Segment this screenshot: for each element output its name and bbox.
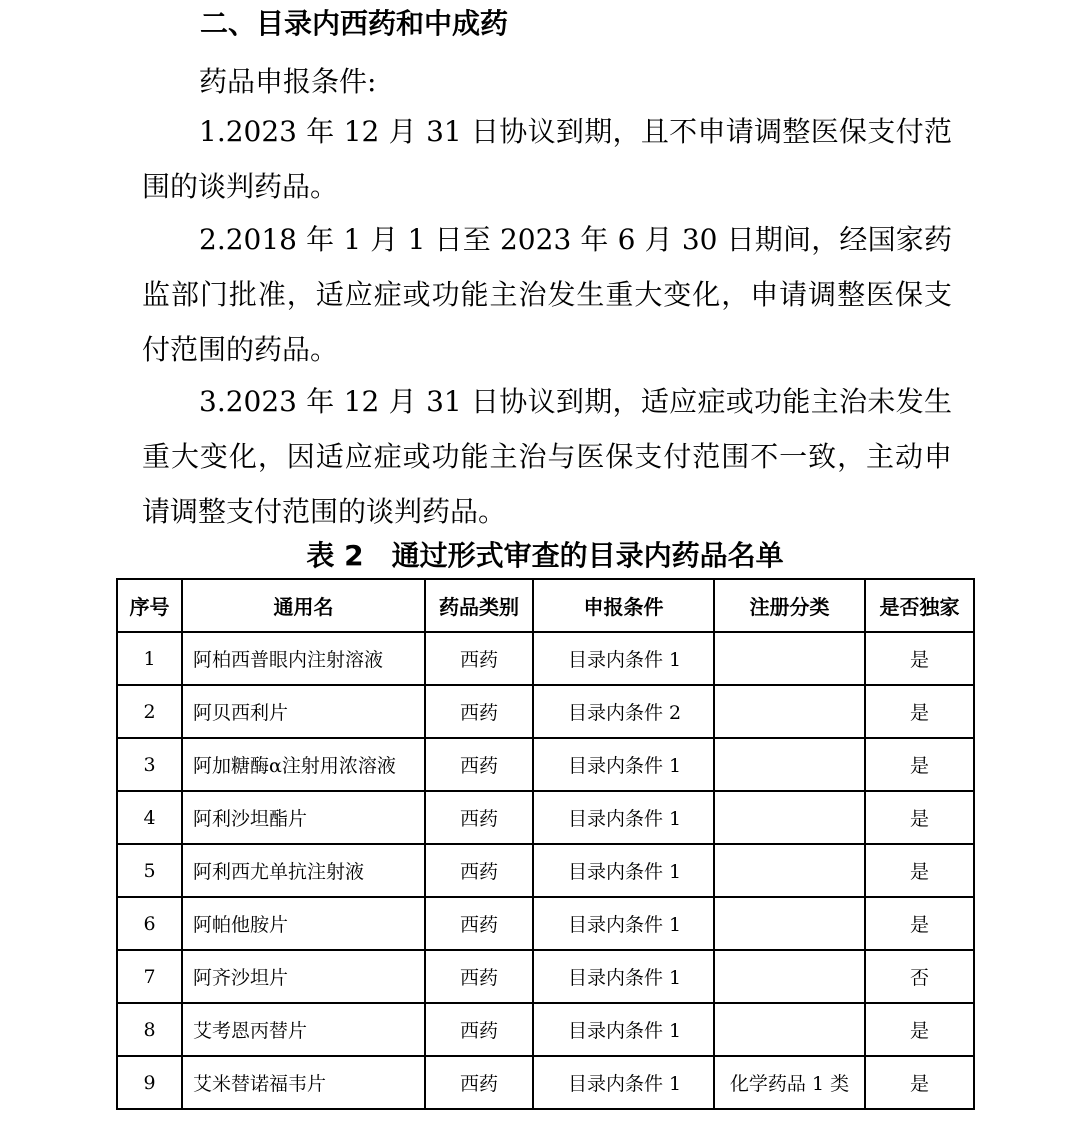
- cell-drug-category: 西药: [425, 844, 533, 897]
- conditions-title: 药品申报条件:: [199, 65, 377, 98]
- cell-registration-class: [714, 950, 865, 1003]
- cell-drug-category: 西药: [425, 632, 533, 685]
- header-generic-name: 通用名: [182, 579, 425, 632]
- cell-registration-class: [714, 685, 865, 738]
- cell-drug-category: 西药: [425, 1003, 533, 1056]
- cell-generic-name: 阿帕他胺片: [182, 897, 425, 950]
- cell-drug-category: 西药: [425, 738, 533, 791]
- table-header-row: [117, 579, 974, 632]
- table-row: [117, 791, 974, 844]
- drug-table: [116, 578, 975, 1110]
- cell-exclusive: 是: [865, 1056, 974, 1109]
- condition-item-3: 3.2023 年 12 月 31 日协议到期，适应症或功能主治未发生重大变化，因适应症或功能主治与医保支付范围不一致，主动申请调整支付范围的谈判药品。: [142, 385, 952, 528]
- cell-generic-name: 阿贝西利片: [182, 685, 425, 738]
- header-registration-class: 注册分类: [714, 579, 865, 632]
- cell-generic-name: 阿利西尤单抗注射液: [182, 844, 425, 897]
- cell-generic-name: 阿加糖酶α注射用浓溶液: [182, 738, 425, 791]
- cell-index: 2: [117, 685, 182, 738]
- cell-exclusive: 是: [865, 738, 974, 791]
- cell-exclusive: 是: [865, 685, 974, 738]
- table-row: [117, 685, 974, 738]
- cell-application-condition: 目录内条件 1: [533, 791, 714, 844]
- cell-registration-class: [714, 844, 865, 897]
- cell-application-condition: 目录内条件 1: [533, 1003, 714, 1056]
- header-application-condition: 申报条件: [533, 579, 714, 632]
- cell-drug-category: 西药: [425, 685, 533, 738]
- cell-application-condition: 目录内条件 1: [533, 1056, 714, 1109]
- table-row: [117, 897, 974, 950]
- cell-exclusive: 是: [865, 897, 974, 950]
- cell-generic-name: 艾米替诺福韦片: [182, 1056, 425, 1109]
- cell-application-condition: 目录内条件 1: [533, 632, 714, 685]
- cell-index: 7: [117, 950, 182, 1003]
- table-caption-title: 通过形式审查的目录内药品名单: [391, 539, 784, 572]
- cell-registration-class: 化学药品 1 类: [714, 1056, 865, 1109]
- cell-exclusive: 是: [865, 791, 974, 844]
- section-heading: 二、目录内西药和中成药: [200, 7, 509, 40]
- cell-index: 3: [117, 738, 182, 791]
- cell-index: 5: [117, 844, 182, 897]
- cell-index: 1: [117, 632, 182, 685]
- cell-registration-class: [714, 738, 865, 791]
- cell-index: 6: [117, 897, 182, 950]
- header-drug-category: 药品类别: [425, 579, 533, 632]
- cell-registration-class: [714, 791, 865, 844]
- header-exclusive: 是否独家: [865, 579, 974, 632]
- cell-index: 9: [117, 1056, 182, 1109]
- cell-exclusive: 是: [865, 844, 974, 897]
- cell-exclusive: 是: [865, 632, 974, 685]
- cell-registration-class: [714, 1003, 865, 1056]
- cell-generic-name: 阿齐沙坦片: [182, 950, 425, 1003]
- cell-registration-class: [714, 897, 865, 950]
- header-index: 序号: [117, 579, 182, 632]
- cell-application-condition: 目录内条件 1: [533, 844, 714, 897]
- cell-application-condition: 目录内条件 2: [533, 685, 714, 738]
- table-caption-number: 表 2: [306, 539, 364, 572]
- table-row: [117, 738, 974, 791]
- table-row: [117, 1003, 974, 1056]
- cell-exclusive: 否: [865, 950, 974, 1003]
- cell-generic-name: 阿柏西普眼内注射溶液: [182, 632, 425, 685]
- cell-drug-category: 西药: [425, 1056, 533, 1109]
- cell-generic-name: 阿利沙坦酯片: [182, 791, 425, 844]
- cell-exclusive: 是: [865, 1003, 974, 1056]
- table-row: [117, 844, 974, 897]
- condition-item-1: 1.2023 年 12 月 31 日协议到期，且不申请调整医保支付范围的谈判药品。: [142, 115, 952, 203]
- table-row: [117, 1056, 974, 1109]
- cell-application-condition: 目录内条件 1: [533, 738, 714, 791]
- cell-drug-category: 西药: [425, 950, 533, 1003]
- condition-item-2: 2.2018 年 1 月 1 日至 2023 年 6 月 30 日期间，经国家药监部门批准，适应症或功能主治发生重大变化，申请调整医保支付范围的药品。: [142, 223, 952, 366]
- cell-application-condition: 目录内条件 1: [533, 950, 714, 1003]
- table-caption: [0, 532, 1080, 580]
- cell-generic-name: 艾考恩丙替片: [182, 1003, 425, 1056]
- table-row: [117, 632, 974, 685]
- cell-application-condition: 目录内条件 1: [533, 897, 714, 950]
- cell-drug-category: 西药: [425, 791, 533, 844]
- cell-registration-class: [714, 632, 865, 685]
- cell-drug-category: 西药: [425, 897, 533, 950]
- table-row: [117, 950, 974, 1003]
- cell-index: 8: [117, 1003, 182, 1056]
- cell-index: 4: [117, 791, 182, 844]
